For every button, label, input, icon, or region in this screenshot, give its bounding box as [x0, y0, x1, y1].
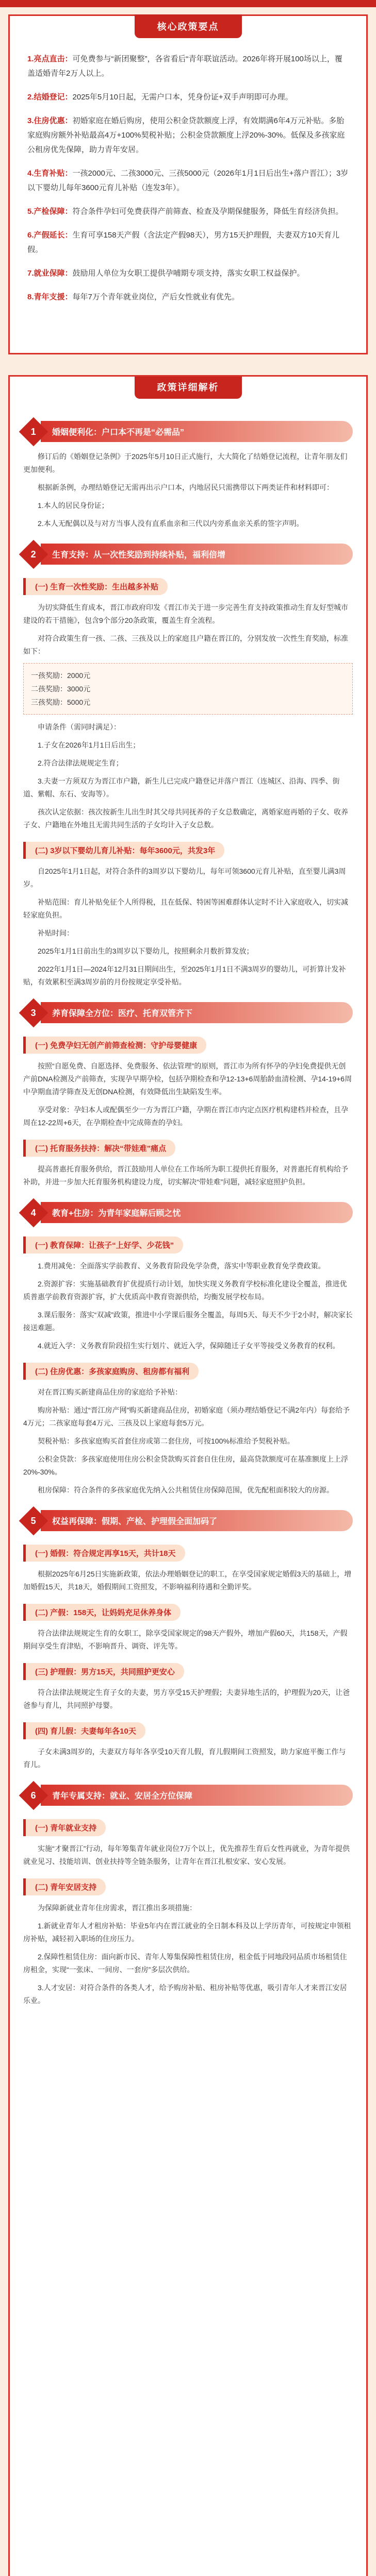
- subsection-paragraph: 符合法律法规规定生育的女职工，除享受国家规定的98天产假外，增加产假60天，共158天，产假期间享受生育津贴，不影响晋升、调资、评先等。: [23, 1629, 348, 1650]
- section-number: 6: [30, 1789, 37, 1800]
- section-title: 权益再保障：假期、产检、护理假全面加码了: [41, 1510, 353, 1531]
- detail-banner: 政策详细解析: [135, 375, 242, 399]
- section-paragraph: 修订后的《婚姻登记条例》于2025年5月10日正式施行，大大简化了结婚登记流程，让青年朋友们更加便利。: [23, 452, 348, 473]
- subsection-paragraph: 公积金贷款：多孩家庭使用住房公积金贷款购买首套自住住房，最高贷款额度可在基准额度上上浮20%-30%。: [23, 1455, 348, 1476]
- core-point-text: 一孩2000元、二孩3000元、三孩5000元（2026年1月1日后出生+落户晋江）；3岁以下婴幼儿每年3600元育儿补贴（连发3年）。: [27, 169, 349, 192]
- subsection-label: (一) 青年就业支持: [23, 1819, 106, 1836]
- core-point-key: 1.亮点直击：: [27, 55, 73, 63]
- core-points-card: [8, 14, 368, 354]
- core-point-key: 7.就业保障：: [27, 269, 73, 278]
- subsection-paragraph: 1.子女在2026年1月1日后出生；: [38, 741, 140, 749]
- subsection-paragraph: 子女未满3周岁的，夫妻双方每年各享受10天育儿假，育儿假期间工资照发，助力家庭平衡工作与育儿。: [23, 1748, 346, 1769]
- subsection-label: (二) 产假：158天，让妈妈充足休养身体: [23, 1604, 181, 1621]
- section-number: 5: [30, 1515, 37, 1526]
- core-point-text: 2025年5月10日起，无需户口本，凭身份证+双手声明即可办理。: [72, 93, 293, 101]
- subsection-paragraph: 3.课后服务：落实“双减”政策，推进中小学课后服务全覆盖，每周5天、每天不少于2小时，解决家长接送难题。: [23, 1311, 353, 1332]
- core-point-text: 每年7万个青年就业岗位，产后女性就业有优先。: [72, 293, 239, 301]
- reward-box: [23, 663, 353, 715]
- reward-line: 一孩奖励：2000元: [31, 671, 91, 680]
- section-header: [23, 544, 353, 565]
- section-number: 2: [30, 548, 37, 559]
- core-point-text: 生育可享158天产假（含法定产假98天），男方15天护理假，夫妻双方10天育儿假。: [27, 231, 340, 254]
- core-point-item: [27, 228, 349, 257]
- core-point-key: 3.住房优惠：: [27, 116, 73, 125]
- subsection-label: (二) 住房优惠：多孩家庭购房、租房都有福利: [23, 1363, 199, 1380]
- section-number: 1: [30, 426, 37, 436]
- subsection-paragraph: 3.夫妻一方须双方为晋江市户籍，新生儿已完成户籍登记并落户晋江（连城区、沿海、四季、街道、紫帽、东石、安海等）。: [23, 777, 340, 798]
- section-title: 教育+住房：为青年家庭解后顾之忧: [41, 1202, 353, 1223]
- subsection-paragraph: 补贴范围：育儿补贴免征个人所得税，且在低保、特困等困难群体认定时不计入家庭收入，切实减轻家庭负担。: [23, 898, 348, 919]
- reward-line: 二孩奖励：3000元: [31, 685, 91, 693]
- core-point-key: 4.生育补贴：: [27, 169, 73, 178]
- subsection-paragraph: 2.资源扩容：实施基础教育扩优提质行动计划，加快实现义务教育学校标准化建设全覆盖，推进优质普惠学前教育资源扩容，扩大优质高中教育资源供给，均衡发展学校布局。: [23, 1280, 347, 1301]
- core-point-item: [27, 114, 349, 157]
- section-title: 养育保障全方位：医疗、托育双管齐下: [41, 1002, 353, 1023]
- subsection-paragraph: 根据2025年6月25日实施新政策，依法办理婚姻登记的职工，在享受国家规定婚假3天的基础上，增加婚假15天，共18天，婚假期间工资照发，不影响福利待遇和全勤评奖。: [23, 1570, 352, 1591]
- section-title: 生育支持：从一次性奖励到持续补贴，福利倍增: [41, 544, 353, 565]
- section-paragraph: 根据新条例，办理结婚登记无需再出示户口本，内地居民只需携带以下两类证件和材料即可：: [38, 483, 334, 492]
- section-header: [23, 1002, 353, 1023]
- subsection-paragraph: 自2025年1月1日起，对符合条件的3周岁以下婴幼儿，每年可领3600元育儿补贴，直至婴儿满3周岁。: [23, 867, 346, 888]
- subsection-paragraph: 享受对象：孕妇本人或配偶至少一方为晋江户籍，孕期在晋江市内定点医疗机构建档并检查，且孕周在12-22周+6天，在孕期检查中完成筛查的孕妇。: [23, 1106, 348, 1127]
- section-title: 婚姻便利化：户口本不再是“必需品”: [41, 421, 353, 442]
- subsection-paragraph: 申请条件（需同时满足）：: [38, 723, 121, 731]
- subsection-paragraph: 补贴时间：: [38, 929, 74, 937]
- core-point-key: 8.青年支援：: [27, 293, 73, 301]
- subsection-label: (三) 护理假：男方15天，共同照护更安心: [23, 1663, 184, 1680]
- subsection-paragraph: 3.人才安居：对符合条件的各类人才，给予购房补贴、租房补贴等优惠，吸引青年人才来晋江安居乐业。: [23, 1984, 347, 2005]
- subsection-label: (二) 青年安居支持: [23, 1878, 106, 1895]
- core-point-key: 6.产假延长：: [27, 231, 73, 240]
- reward-line: 三孩奖励：5000元: [31, 698, 91, 706]
- subsection-paragraph: 2.保障性租赁住房：面向新市民、青年人筹集保障性租赁住房，租金低于同地段同品质市场租赁住房租金，实现“一张床、一间房、一套房”多层次供给。: [23, 1953, 347, 1974]
- subsection-label: (一) 免费孕妇无创产前筛查检测：守护母婴健康: [23, 1037, 206, 1054]
- subsection-paragraph: 1.新就业青年人才租房补贴：毕业5年内在晋江就业的全日制本科及以上学历青年，可按规定申领租房补贴，减轻初入职场的住房压力。: [23, 1922, 351, 1943]
- subsection-paragraph: 孩次认定依据：孩次按新生儿出生时其父母共同抚养的子女总数确定，离婚家庭再婚的子女、收养子女、户籍地在外地且无需共同生活的子女均计入子女总数。: [23, 808, 348, 829]
- subsection-paragraph: 对在晋江购买新建商品住房的家庭给予补贴：: [38, 1388, 182, 1396]
- section-number: 3: [30, 1007, 37, 1018]
- subsection-label: (一) 婚假：符合规定再享15天，共计18天: [23, 1545, 185, 1562]
- subsection-paragraph: 为保障新就业青年住房需求，晋江推出多项措施：: [38, 1904, 197, 1912]
- section-header: [23, 1785, 353, 1806]
- section-header: [23, 1510, 353, 1531]
- core-point-text: 符合条件孕妇可免费获得产前筛查、检查及孕期保健服务，降低生育经济负担。: [72, 207, 344, 216]
- subsection-paragraph: 2025年1月1日前出生的3周岁以下婴幼儿，按照剩余月数折算发放；: [38, 947, 254, 955]
- core-point-item: [27, 290, 349, 304]
- section-title: 青年专属支持：就业、安居全方位保障: [41, 1785, 353, 1806]
- subsection-paragraph: 为切实降低生育成本，晋江市政府印发《晋江市关于进一步完善生育支持政策推动生育友好型城市建设的若干措施》，包含9个部分20条政策，覆盖生育全流程。: [23, 603, 348, 624]
- core-point-item: [27, 90, 349, 105]
- subsection-paragraph: 2022年1月1日—2024年12月31日期间出生，至2025年1月1日不满3周岁的婴幼儿，可折算计发补贴，有效累积至满3周岁前的月份按规定享受补贴。: [23, 965, 346, 986]
- subsection-paragraph: 4.就近入学：义务教育阶段招生实行划片、就近入学，保障随迁子女平等接受义务教育的权利。: [38, 1342, 340, 1350]
- subsection-label: (一) 教育保障：让孩子“上好学、少花钱”: [23, 1236, 183, 1253]
- subsection-label: (二) 托育服务扶持：解决“带娃难”痛点: [23, 1140, 175, 1157]
- subsection-label: (一) 生育一次性奖励：生出越多补贴: [23, 578, 168, 595]
- subsection-paragraph: 实施“才聚晋江”行动，每年筹集青年就业岗位7万个以上，优先推荐生育后女性再就业，为青年提供就业见习、技能培训、创业扶持等全链条服务，让青年在晋江扎根安家、安心发展。: [23, 1844, 350, 1866]
- core-points-banner: 核心政策要点: [135, 14, 242, 38]
- subsection-label: (四) 育儿假：夫妻每年各10天: [23, 1722, 145, 1739]
- subsection-paragraph: 提高普惠托育服务供给，晋江鼓励用人单位在工作场所为职工提供托育服务，对普惠托育机构给予补助，并进一步加大托育服务机构建设力度，切实解决“带娃难”问题，减轻家庭照护负担。: [23, 1165, 348, 1186]
- section-header: [23, 1202, 353, 1223]
- core-point-text: 可免费参与“新团聚整”，各省看后“青年联谊活动。2026年将开展100场以上，覆盖适婚青年2万人以上。: [27, 55, 342, 78]
- section-paragraph: 1.本人的居民身份证；: [38, 501, 109, 510]
- core-point-key: 2.结婚登记：: [27, 93, 73, 101]
- subsection-paragraph: 对符合政策生育一孩、二孩、三孩及以上的家庭且户籍在晋江的，分别发放一次性生育奖励，标准如下：: [23, 634, 348, 655]
- subsection-label: (二) 3岁以下婴幼儿育儿补贴：每年3600元，共发3年: [23, 842, 224, 859]
- core-point-item: [27, 266, 349, 281]
- core-point-text: 鼓励用人单位为女职工提供孕哺期专项支持，落实女职工权益保护。: [72, 269, 305, 278]
- core-point-item: [27, 166, 349, 195]
- subsection-paragraph: 2.符合法律法规规定生育；: [38, 759, 123, 767]
- subsection-paragraph: 租房保障：符合条件的多孩家庭优先纳入公共租赁住房保障范围，优先配租面积较大的房源。: [38, 1486, 334, 1494]
- section-header: [23, 421, 353, 442]
- core-point-text: 初婚家庭在婚后购房，使用公积金贷款额度上浮，有效期满6年4万元补贴。多胎家庭购房额外补贴最高4万+100%契税补贴；公积金贷款额度上浮20%-30%。低保及多孩家庭公租房优先保障，助力青年安居。: [27, 116, 345, 154]
- core-point-item: [27, 205, 349, 219]
- core-point-item: [27, 52, 349, 81]
- section-number: 4: [30, 1207, 37, 1217]
- detail-card: [8, 375, 368, 2576]
- section-paragraph: 2.本人无配偶以及与对方当事人没有直系血亲和三代以内旁系血亲关系的签字声明。: [38, 519, 304, 528]
- subsection-paragraph: 契税补贴：多孩家庭购买首套住房或第二套住房，可按100%标准给予契税补贴。: [38, 1437, 295, 1445]
- subsection-paragraph: 购房补贴：通过“晋江房产网”购买新建商品住房，初婚家庭（须办理结婚登记不满2年内）每套给予4万元；二孩家庭每套4万元、三孩及以上家庭每套5万元。: [23, 1406, 350, 1427]
- subsection-paragraph: 符合法律法规规定生育子女的夫妻，男方享受15天护理假；夫妻异地生活的，护理假为20天，让爸爸参与育儿，共同照护母婴。: [23, 1688, 350, 1709]
- core-point-key: 5.产检保障：: [27, 207, 73, 216]
- subsection-paragraph: 1.费用减免：全面落实学前教育、义务教育阶段免学杂费，落实中等职业教育免学费政策。: [38, 1262, 325, 1270]
- subsection-paragraph: 按照“自愿免费、自愿选择、免费服务、依法管理”的原则，晋江市为所有怀孕的孕妇免费提供无创产前DNA检测及产前筛查，实现孕早期孕检，包括孕期检查和孕12-13+6周胎龄血清检测、孕14-19+6周中孕期血清学筛查及无创DNA检测，有效降低出生缺陷发生率。: [23, 1062, 352, 1096]
- top-strip: [0, 0, 376, 7]
